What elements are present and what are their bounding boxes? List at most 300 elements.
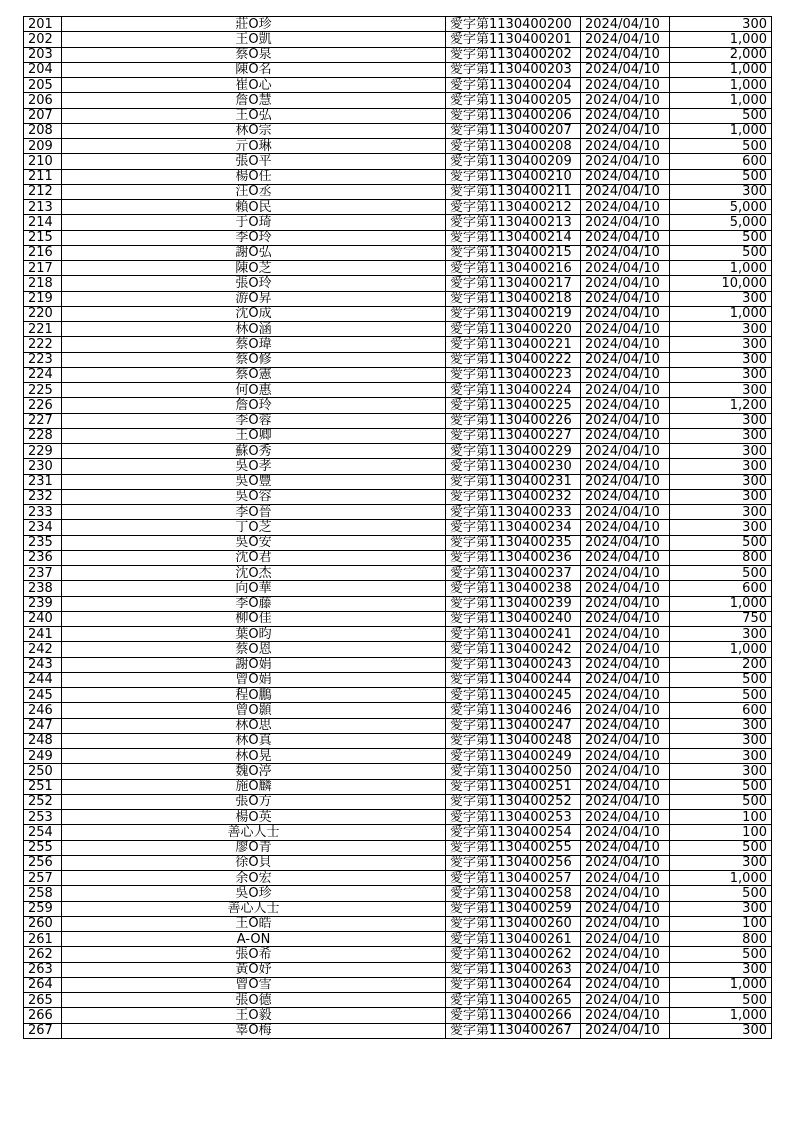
donor-name-cell: 張O方: [62, 794, 446, 809]
table-row: [24, 62, 772, 77]
serial-number-cell: 212: [24, 184, 62, 199]
receipt-number-cell: 愛字第1130400208: [446, 139, 581, 154]
donation-amount-cell: 300: [670, 718, 772, 733]
donor-name-cell: 沈O君: [62, 550, 446, 565]
table-row: [24, 398, 772, 413]
serial-number-cell: 232: [24, 489, 62, 504]
receipt-number-cell: 愛字第1130400205: [446, 93, 581, 108]
table-row: [24, 627, 772, 642]
receipt-number-cell: 愛字第1130400242: [446, 642, 581, 657]
donation-amount-cell: 300: [670, 474, 772, 489]
table-row: [24, 566, 772, 581]
donor-name-cell: 丁O芝: [62, 520, 446, 535]
donation-date-cell: 2024/04/10: [581, 566, 670, 581]
donor-name-cell: 林O真: [62, 733, 446, 748]
donor-name-cell: 黃O妤: [62, 962, 446, 977]
donation-date-cell: 2024/04/10: [581, 535, 670, 550]
donation-amount-cell: 600: [670, 703, 772, 718]
receipt-number-cell: 愛字第1130400241: [446, 627, 581, 642]
receipt-number-cell: 愛字第1130400232: [446, 489, 581, 504]
donation-date-cell: 2024/04/10: [581, 322, 670, 337]
donor-name-cell: 謝O弘: [62, 245, 446, 260]
serial-number-cell: 244: [24, 672, 62, 687]
donor-name-cell: 蔡O修: [62, 352, 446, 367]
serial-number-cell: 213: [24, 200, 62, 215]
donor-name-cell: 施O麟: [62, 779, 446, 794]
table-row: [24, 78, 772, 93]
donation-date-cell: 2024/04/10: [581, 413, 670, 428]
receipt-number-cell: 愛字第1130400249: [446, 749, 581, 764]
donation-amount-cell: 100: [670, 825, 772, 840]
table-row: [24, 505, 772, 520]
table-row: [24, 1023, 772, 1038]
serial-number-cell: 203: [24, 47, 62, 62]
receipt-number-cell: 愛字第1130400230: [446, 459, 581, 474]
donation-date-cell: 2024/04/10: [581, 550, 670, 565]
donation-date-cell: 2024/04/10: [581, 352, 670, 367]
table-row: [24, 825, 772, 840]
donation-date-cell: 2024/04/10: [581, 672, 670, 687]
donation-amount-cell: 300: [670, 962, 772, 977]
serial-number-cell: 239: [24, 596, 62, 611]
receipt-number-cell: 愛字第1130400258: [446, 886, 581, 901]
donor-name-cell: 于O琦: [62, 215, 446, 230]
table-row: [24, 550, 772, 565]
receipt-number-cell: 愛字第1130400237: [446, 566, 581, 581]
donor-name-cell: 亓O琳: [62, 139, 446, 154]
table-row: [24, 794, 772, 809]
table-row: [24, 306, 772, 321]
donation-amount-cell: 500: [670, 886, 772, 901]
donation-amount-cell: 300: [670, 184, 772, 199]
serial-number-cell: 222: [24, 337, 62, 352]
donor-name-cell: 游O昇: [62, 291, 446, 306]
donor-name-cell: 張O希: [62, 947, 446, 962]
donation-date-cell: 2024/04/10: [581, 932, 670, 947]
receipt-number-cell: 愛字第1130400261: [446, 932, 581, 947]
donation-date-cell: 2024/04/10: [581, 611, 670, 626]
serial-number-cell: 262: [24, 947, 62, 962]
donor-name-cell: 蔡O恩: [62, 642, 446, 657]
table-row: [24, 672, 772, 687]
donation-date-cell: 2024/04/10: [581, 306, 670, 321]
table-row: [24, 291, 772, 306]
table-row: [24, 474, 772, 489]
serial-number-cell: 235: [24, 535, 62, 550]
donor-name-cell: 李O玲: [62, 230, 446, 245]
donation-amount-cell: 1,000: [670, 32, 772, 47]
donation-date-cell: 2024/04/10: [581, 169, 670, 184]
receipt-number-cell: 愛字第1130400209: [446, 154, 581, 169]
table-row: [24, 200, 772, 215]
donation-amount-cell: 300: [670, 520, 772, 535]
donation-date-cell: 2024/04/10: [581, 901, 670, 916]
donor-name-cell: 張O德: [62, 993, 446, 1008]
receipt-number-cell: 愛字第1130400267: [446, 1023, 581, 1038]
serial-number-cell: 256: [24, 855, 62, 870]
donor-name-cell: A-ON: [62, 932, 446, 947]
donor-name-cell: 蘇O秀: [62, 444, 446, 459]
serial-number-cell: 250: [24, 764, 62, 779]
table-row: [24, 703, 772, 718]
serial-number-cell: 231: [24, 474, 62, 489]
table-row: [24, 489, 772, 504]
table-row: [24, 245, 772, 260]
donation-date-cell: 2024/04/10: [581, 1023, 670, 1038]
donation-amount-cell: 500: [670, 169, 772, 184]
donation-date-cell: 2024/04/10: [581, 261, 670, 276]
table-row: [24, 642, 772, 657]
table-row: [24, 139, 772, 154]
receipt-number-cell: 愛字第1130400234: [446, 520, 581, 535]
donation-date-cell: 2024/04/10: [581, 444, 670, 459]
donor-name-cell: 陳O名: [62, 62, 446, 77]
donor-name-cell: 王O卿: [62, 428, 446, 443]
donor-name-cell: 吳O安: [62, 535, 446, 550]
serial-number-cell: 201: [24, 17, 62, 32]
donor-name-cell: 張O玲: [62, 276, 446, 291]
receipt-number-cell: 愛字第1130400202: [446, 47, 581, 62]
serial-number-cell: 224: [24, 367, 62, 382]
donor-name-cell: 曾O顥: [62, 703, 446, 718]
receipt-number-cell: 愛字第1130400240: [446, 611, 581, 626]
donor-name-cell: 李O晉: [62, 505, 446, 520]
donor-name-cell: 楊O任: [62, 169, 446, 184]
donation-date-cell: 2024/04/10: [581, 855, 670, 870]
donation-date-cell: 2024/04/10: [581, 840, 670, 855]
donor-name-cell: 柳O佳: [62, 611, 446, 626]
table-row: [24, 123, 772, 138]
receipt-number-cell: 愛字第1130400217: [446, 276, 581, 291]
donation-date-cell: 2024/04/10: [581, 230, 670, 245]
donor-name-cell: 張O平: [62, 154, 446, 169]
receipt-number-cell: 愛字第1130400253: [446, 810, 581, 825]
receipt-number-cell: 愛字第1130400266: [446, 1008, 581, 1023]
serial-number-cell: 255: [24, 840, 62, 855]
table-row: [24, 764, 772, 779]
donor-name-cell: 蔡O泉: [62, 47, 446, 62]
receipt-number-cell: 愛字第1130400210: [446, 169, 581, 184]
receipt-number-cell: 愛字第1130400233: [446, 505, 581, 520]
table-row: [24, 352, 772, 367]
donation-amount-cell: 100: [670, 916, 772, 931]
donor-name-cell: 楊O英: [62, 810, 446, 825]
receipt-number-cell: 愛字第1130400263: [446, 962, 581, 977]
donation-amount-cell: 600: [670, 154, 772, 169]
donation-date-cell: 2024/04/10: [581, 916, 670, 931]
serial-number-cell: 236: [24, 550, 62, 565]
receipt-number-cell: 愛字第1130400220: [446, 322, 581, 337]
donation-amount-cell: 500: [670, 139, 772, 154]
receipt-number-cell: 愛字第1130400259: [446, 901, 581, 916]
table-row: [24, 428, 772, 443]
donation-date-cell: 2024/04/10: [581, 703, 670, 718]
table-row: [24, 47, 772, 62]
table-row: [24, 779, 772, 794]
donor-name-cell: 詹O玲: [62, 398, 446, 413]
receipt-number-cell: 愛字第1130400225: [446, 398, 581, 413]
table-row: [24, 215, 772, 230]
table-row: [24, 657, 772, 672]
serial-number-cell: 245: [24, 688, 62, 703]
donation-amount-cell: 1,000: [670, 642, 772, 657]
donation-date-cell: 2024/04/10: [581, 886, 670, 901]
donation-date-cell: 2024/04/10: [581, 383, 670, 398]
receipt-number-cell: 愛字第1130400221: [446, 337, 581, 352]
donation-amount-cell: 300: [670, 367, 772, 382]
donation-table: [23, 16, 772, 1039]
donor-name-cell: 李O藤: [62, 596, 446, 611]
donor-name-cell: 何O惠: [62, 383, 446, 398]
donation-date-cell: 2024/04/10: [581, 825, 670, 840]
donation-date-cell: 2024/04/10: [581, 291, 670, 306]
donation-amount-cell: 500: [670, 993, 772, 1008]
donation-date-cell: 2024/04/10: [581, 779, 670, 794]
receipt-number-cell: 愛字第1130400245: [446, 688, 581, 703]
donor-name-cell: 徐O貝: [62, 855, 446, 870]
donation-amount-cell: 300: [670, 322, 772, 337]
serial-number-cell: 241: [24, 627, 62, 642]
serial-number-cell: 260: [24, 916, 62, 931]
table-row: [24, 596, 772, 611]
table-row: [24, 733, 772, 748]
donation-amount-cell: 800: [670, 932, 772, 947]
donation-date-cell: 2024/04/10: [581, 78, 670, 93]
donation-date-cell: 2024/04/10: [581, 154, 670, 169]
donation-date-cell: 2024/04/10: [581, 474, 670, 489]
receipt-number-cell: 愛字第1130400260: [446, 916, 581, 931]
serial-number-cell: 223: [24, 352, 62, 367]
donor-name-cell: 向O華: [62, 581, 446, 596]
table-row: [24, 367, 772, 382]
serial-number-cell: 266: [24, 1008, 62, 1023]
serial-number-cell: 249: [24, 749, 62, 764]
serial-number-cell: 248: [24, 733, 62, 748]
serial-number-cell: 263: [24, 962, 62, 977]
donation-amount-cell: 300: [670, 1023, 772, 1038]
receipt-number-cell: 愛字第1130400248: [446, 733, 581, 748]
donation-date-cell: 2024/04/10: [581, 245, 670, 260]
donor-name-cell: 林O思: [62, 718, 446, 733]
receipt-number-cell: 愛字第1130400226: [446, 413, 581, 428]
donation-date-cell: 2024/04/10: [581, 993, 670, 1008]
table-row: [24, 276, 772, 291]
serial-number-cell: 228: [24, 428, 62, 443]
donation-date-cell: 2024/04/10: [581, 367, 670, 382]
serial-number-cell: 216: [24, 245, 62, 260]
donation-amount-cell: 300: [670, 352, 772, 367]
donation-date-cell: 2024/04/10: [581, 596, 670, 611]
receipt-number-cell: 愛字第1130400255: [446, 840, 581, 855]
table-row: [24, 322, 772, 337]
donation-date-cell: 2024/04/10: [581, 17, 670, 32]
donor-name-cell: 詹O慧: [62, 93, 446, 108]
serial-number-cell: 253: [24, 810, 62, 825]
donor-name-cell: 吳O豐: [62, 474, 446, 489]
donation-date-cell: 2024/04/10: [581, 32, 670, 47]
receipt-number-cell: 愛字第1130400213: [446, 215, 581, 230]
table-row: [24, 230, 772, 245]
serial-number-cell: 218: [24, 276, 62, 291]
receipt-number-cell: 愛字第1130400246: [446, 703, 581, 718]
donation-amount-cell: 2,000: [670, 47, 772, 62]
serial-number-cell: 207: [24, 108, 62, 123]
serial-number-cell: 225: [24, 383, 62, 398]
table-row: [24, 901, 772, 916]
donor-name-cell: 沈O杰: [62, 566, 446, 581]
serial-number-cell: 211: [24, 169, 62, 184]
donor-name-cell: 程O鵬: [62, 688, 446, 703]
serial-number-cell: 259: [24, 901, 62, 916]
table-row: [24, 444, 772, 459]
donor-name-cell: 蔡O瑋: [62, 337, 446, 352]
serial-number-cell: 254: [24, 825, 62, 840]
receipt-number-cell: 愛字第1130400223: [446, 367, 581, 382]
donation-amount-cell: 300: [670, 337, 772, 352]
donor-name-cell: 吳O容: [62, 489, 446, 504]
donation-date-cell: 2024/04/10: [581, 47, 670, 62]
table-row: [24, 581, 772, 596]
donation-amount-cell: 5,000: [670, 215, 772, 230]
donation-date-cell: 2024/04/10: [581, 505, 670, 520]
table-row: [24, 718, 772, 733]
receipt-number-cell: 愛字第1130400200: [446, 17, 581, 32]
donor-name-cell: 李O蓉: [62, 413, 446, 428]
donor-name-cell: 莊O珍: [62, 17, 446, 32]
donation-amount-cell: 500: [670, 947, 772, 962]
donation-amount-cell: 800: [670, 550, 772, 565]
table-row: [24, 886, 772, 901]
table-row: [24, 810, 772, 825]
donor-name-cell: 魏O渟: [62, 764, 446, 779]
donation-amount-cell: 300: [670, 444, 772, 459]
donor-name-cell: 葉O昀: [62, 627, 446, 642]
donor-name-cell: 辜O梅: [62, 1023, 446, 1038]
donation-date-cell: 2024/04/10: [581, 1008, 670, 1023]
donation-date-cell: 2024/04/10: [581, 123, 670, 138]
receipt-number-cell: 愛字第1130400224: [446, 383, 581, 398]
donor-name-cell: 吳O珍: [62, 886, 446, 901]
donation-date-cell: 2024/04/10: [581, 764, 670, 779]
donation-amount-cell: 300: [670, 428, 772, 443]
donation-amount-cell: 300: [670, 505, 772, 520]
donation-date-cell: 2024/04/10: [581, 184, 670, 199]
serial-number-cell: 215: [24, 230, 62, 245]
serial-number-cell: 265: [24, 993, 62, 1008]
donation-date-cell: 2024/04/10: [581, 200, 670, 215]
donation-amount-cell: 300: [670, 291, 772, 306]
serial-number-cell: 208: [24, 123, 62, 138]
table-row: [24, 688, 772, 703]
table-row: [24, 169, 772, 184]
serial-number-cell: 220: [24, 306, 62, 321]
donor-name-cell: 林O宗: [62, 123, 446, 138]
donor-name-cell: 沈O成: [62, 306, 446, 321]
serial-number-cell: 242: [24, 642, 62, 657]
receipt-number-cell: 愛字第1130400231: [446, 474, 581, 489]
donation-date-cell: 2024/04/10: [581, 428, 670, 443]
table-row: [24, 520, 772, 535]
table-row: [24, 261, 772, 276]
donor-name-cell: 曾O娟: [62, 672, 446, 687]
donation-date-cell: 2024/04/10: [581, 215, 670, 230]
receipt-number-cell: 愛字第1130400207: [446, 123, 581, 138]
donation-date-cell: 2024/04/10: [581, 962, 670, 977]
donation-date-cell: 2024/04/10: [581, 398, 670, 413]
donation-date-cell: 2024/04/10: [581, 688, 670, 703]
donation-date-cell: 2024/04/10: [581, 947, 670, 962]
table-row: [24, 916, 772, 931]
receipt-number-cell: 愛字第1130400201: [446, 32, 581, 47]
table-row: [24, 459, 772, 474]
serial-number-cell: 217: [24, 261, 62, 276]
serial-number-cell: 252: [24, 794, 62, 809]
donation-date-cell: 2024/04/10: [581, 749, 670, 764]
donation-date-cell: 2024/04/10: [581, 489, 670, 504]
serial-number-cell: 204: [24, 62, 62, 77]
receipt-number-cell: 愛字第1130400215: [446, 245, 581, 260]
donation-amount-cell: 500: [670, 779, 772, 794]
table-row: [24, 337, 772, 352]
donation-date-cell: 2024/04/10: [581, 657, 670, 672]
serial-number-cell: 251: [24, 779, 62, 794]
donation-date-cell: 2024/04/10: [581, 627, 670, 642]
serial-number-cell: 209: [24, 139, 62, 154]
donor-name-cell: 謝O娟: [62, 657, 446, 672]
table-row: [24, 962, 772, 977]
donor-name-cell: 汪O丞: [62, 184, 446, 199]
serial-number-cell: 257: [24, 871, 62, 886]
serial-number-cell: 214: [24, 215, 62, 230]
receipt-number-cell: 愛字第1130400265: [446, 993, 581, 1008]
donation-amount-cell: 600: [670, 581, 772, 596]
serial-number-cell: 206: [24, 93, 62, 108]
donation-amount-cell: 1,000: [670, 261, 772, 276]
receipt-number-cell: 愛字第1130400211: [446, 184, 581, 199]
serial-number-cell: 210: [24, 154, 62, 169]
donor-name-cell: 善心人士: [62, 901, 446, 916]
serial-number-cell: 237: [24, 566, 62, 581]
table-row: [24, 611, 772, 626]
donation-amount-cell: 300: [670, 855, 772, 870]
serial-number-cell: 234: [24, 520, 62, 535]
serial-number-cell: 229: [24, 444, 62, 459]
receipt-number-cell: 愛字第1130400244: [446, 672, 581, 687]
table-row: [24, 855, 772, 870]
donation-amount-cell: 1,000: [670, 596, 772, 611]
receipt-number-cell: 愛字第1130400239: [446, 596, 581, 611]
donation-amount-cell: 1,200: [670, 398, 772, 413]
donation-amount-cell: 300: [670, 901, 772, 916]
receipt-number-cell: 愛字第1130400264: [446, 977, 581, 992]
receipt-number-cell: 愛字第1130400257: [446, 871, 581, 886]
donation-amount-cell: 300: [670, 764, 772, 779]
donor-name-cell: 王O毅: [62, 1008, 446, 1023]
donation-table-body: [24, 17, 772, 1039]
donation-amount-cell: 200: [670, 657, 772, 672]
receipt-number-cell: 愛字第1130400256: [446, 855, 581, 870]
donation-amount-cell: 5,000: [670, 200, 772, 215]
serial-number-cell: 219: [24, 291, 62, 306]
receipt-number-cell: 愛字第1130400250: [446, 764, 581, 779]
donation-amount-cell: 500: [670, 566, 772, 581]
table-row: [24, 383, 772, 398]
receipt-number-cell: 愛字第1130400262: [446, 947, 581, 962]
serial-number-cell: 247: [24, 718, 62, 733]
receipt-number-cell: 愛字第1130400236: [446, 550, 581, 565]
donor-name-cell: 林O涵: [62, 322, 446, 337]
serial-number-cell: 243: [24, 657, 62, 672]
